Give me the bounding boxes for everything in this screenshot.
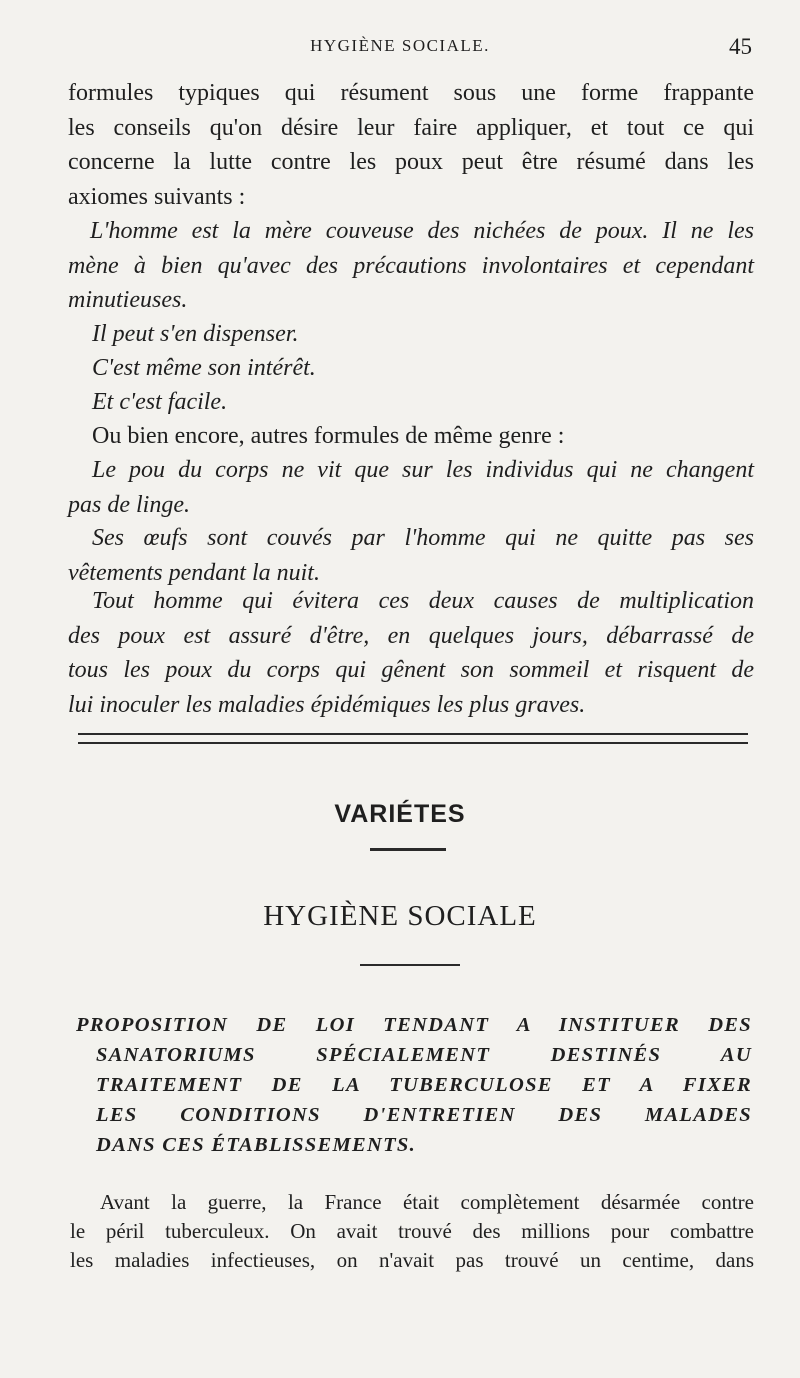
double-divider bbox=[78, 733, 748, 744]
text-line: concerne la lutte contre les poux peut être résumé dans les bbox=[68, 149, 754, 175]
text-line: tous les poux du corps qui gênent son sommeil et risquent de bbox=[68, 657, 754, 683]
bill-title-line: SANATORIUMS SPÉCIALEMENT DESTINÉS AU bbox=[96, 1044, 752, 1066]
text-line: Il peut s'en dispenser. bbox=[92, 321, 299, 347]
paragraph-axiom-3 bbox=[68, 351, 754, 386]
paragraph-intro bbox=[68, 76, 754, 214]
paragraph-axiom-6 bbox=[68, 521, 754, 590]
paragraph-axiom-5 bbox=[68, 453, 754, 522]
text-line: L'homme est la mère couveuse des nichées de poux. Il ne les bbox=[90, 218, 754, 244]
text-line: mène à bien qu'avec des précautions involontaires et cependant bbox=[68, 252, 754, 279]
text-line: C'est même son intérêt. bbox=[92, 355, 316, 381]
text-line: Tout homme qui évitera ces deux causes de multiplication bbox=[92, 588, 754, 614]
page-number: 45 bbox=[729, 34, 752, 59]
text-line: Ou bien encore, autres formules de même genre : bbox=[92, 423, 565, 449]
text-line: Et c'est facile. bbox=[92, 389, 228, 415]
paragraph-axiom-1 bbox=[68, 214, 754, 318]
short-divider bbox=[360, 964, 460, 966]
text-line: minutieuses. bbox=[68, 287, 188, 313]
short-divider bbox=[370, 848, 446, 851]
text-line: Le pou du corps ne vit que sur les individus qui ne changent bbox=[92, 457, 754, 483]
paragraph-other-formulas bbox=[68, 419, 754, 454]
text-line: axiomes suivants : bbox=[68, 183, 246, 210]
text-line: les maladies infectieuses, on n'avait pas trouvé un centime, dans bbox=[70, 1248, 754, 1272]
running-title: HYGIÈNE SOCIALE. bbox=[310, 36, 490, 55]
subsection-title: HYGIÈNE SOCIALE bbox=[263, 900, 537, 932]
bill-title-line: PROPOSITION DE LOI TENDANT A INSTITUER DES bbox=[76, 1014, 752, 1036]
paragraph-axiom-4 bbox=[68, 385, 754, 420]
text-line: vêtements pendant la nuit. bbox=[68, 559, 320, 586]
text-line: les conseils qu'on désire leur faire appliquer, et tout ce qui bbox=[68, 114, 754, 141]
text-line: formules typiques qui résument sous une forme frappante bbox=[68, 80, 754, 106]
bill-title-line: TRAITEMENT DE LA TUBERCULOSE ET A FIXER bbox=[96, 1074, 752, 1096]
bill-title-line: LES CONDITIONS D'ENTRETIEN DES MALADES bbox=[96, 1104, 752, 1126]
running-head bbox=[0, 34, 800, 70]
text-line: Avant la guerre, la France était complètement désarmée contre bbox=[100, 1190, 754, 1214]
bill-title bbox=[76, 1010, 752, 1160]
body-paragraph bbox=[70, 1188, 754, 1275]
text-line: lui inoculer les maladies épidémiques les plus graves. bbox=[68, 691, 586, 718]
text-line: des poux est assuré d'être, en quelques jours, débarrassé de bbox=[68, 622, 754, 649]
paragraph-axiom-2 bbox=[68, 317, 754, 352]
text-line: pas de linge. bbox=[68, 491, 190, 518]
text-line: Ses œufs sont couvés par l'homme qui ne quitte pas ses bbox=[92, 525, 754, 551]
section-title: VARIÉTES bbox=[334, 800, 466, 828]
text-line: le péril tuberculeux. On avait trouvé des millions pour combattre bbox=[70, 1219, 754, 1243]
paragraph-axiom-7 bbox=[68, 584, 754, 722]
bill-title-line: DANS CES ÉTABLISSEMENTS. bbox=[96, 1134, 417, 1156]
